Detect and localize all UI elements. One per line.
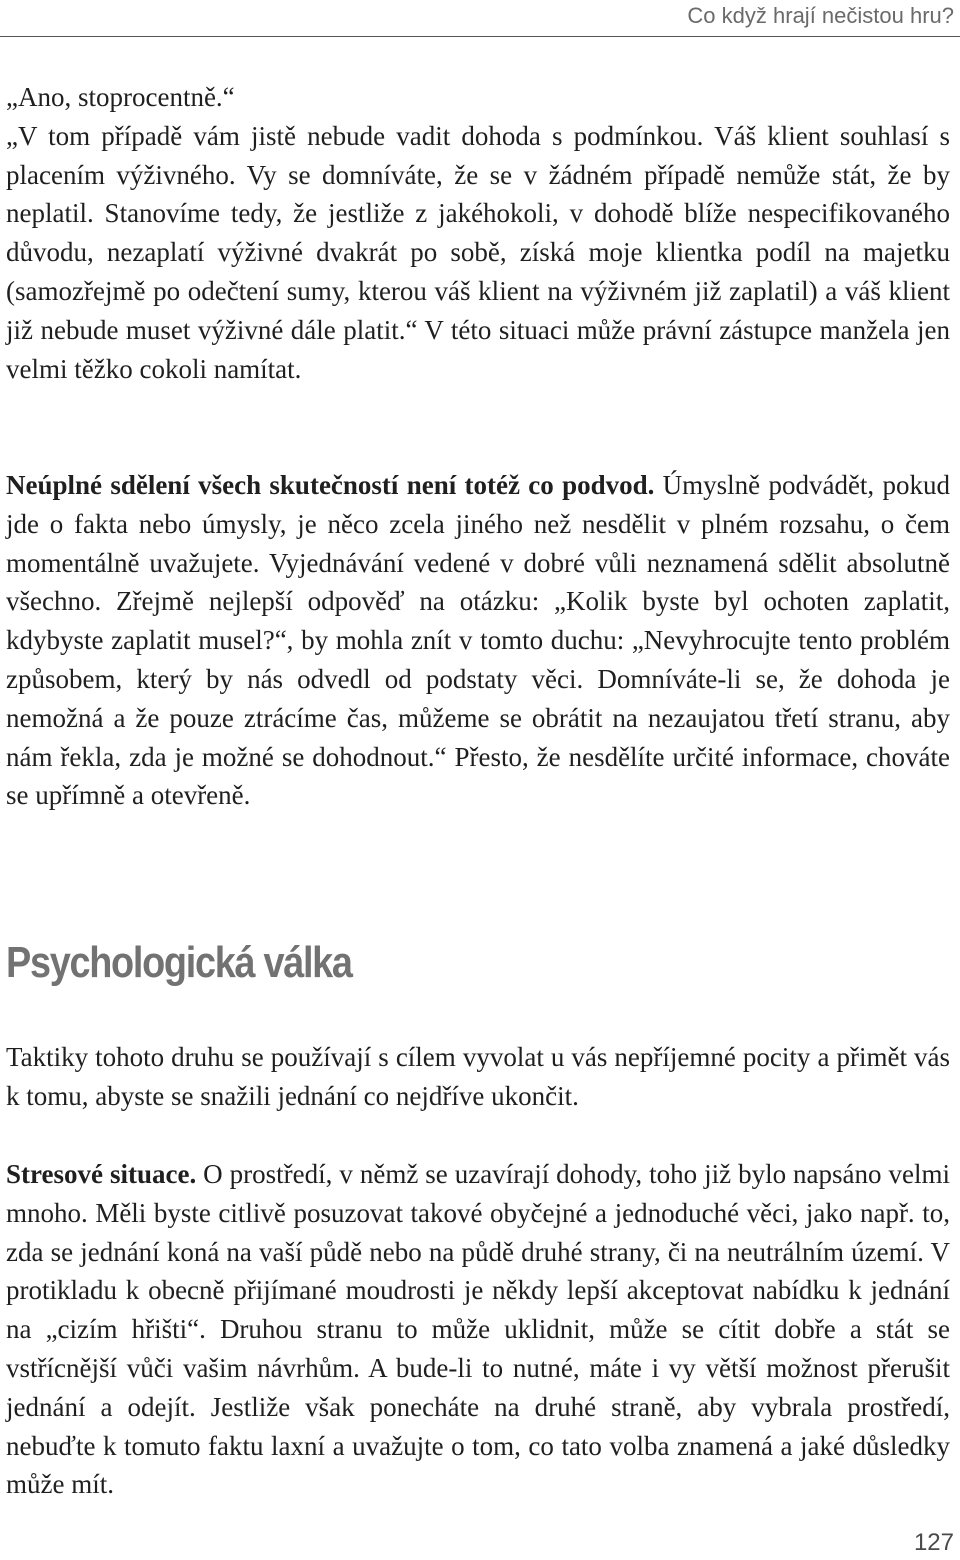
intro-text: Taktiky tohoto druhu se používají s cílem vyvolat u vás nepříjemné pocity a přimět vás k tomu, abyste se snažili jednání co nejdříve ukončit.: [6, 1042, 950, 1111]
intro-paragraph: [6, 1038, 950, 1116]
disclosure-lead: Neúplné sdělení všech skutečností není totéž co podvod.: [6, 470, 655, 500]
disclosure-text: Úmyslně podvádět, pokud jde o fakta nebo úmysly, je něco zcela jiného než nesdělit v plném rozsahu, o čem momentálně uvažujete. Vyjednávání vedené v dobré vůli neznamená sdělit absolutně všechno. Zřejmě nejlepší odpověď na otázku: „Kolik byste byl ochoten zaplatit, kdybyste zaplatit musel?“, by mohla znít v tomto duchu: „Nevyhrocujte tento problém způsobem, který by nás odvedl od podstaty věci. Domníváte-li se, že dohoda je nemožná a že pouze ztrácíme čas, můžeme se obrátit na nezaujatou třetí stranu, aby nám řekla, zda je možné se dohodnout.“ Přesto, že nesdělíte určité informace, chováte se upřímně a otevřeně.: [6, 470, 950, 811]
stress-paragraph: [6, 1155, 950, 1504]
stress-body: [6, 1155, 950, 1504]
disclosure-paragraph: [6, 466, 950, 815]
dialogue-continuation: „V tom případě vám jistě nebude vadit dohoda s podmínkou. Váš klient souhlasí s placením výživného. Vy se domníváte, že se v žádném případě nemůže stát, že by neplatil. Stanovíme tedy, že jestliže z jakéhokoli, v dohodě blíže nespecifikovaného důvodu, nezaplatí výživné dvakrát po sobě, získá moje klientka podíl na majetku (samozřejmě po odečtení sumy, kterou váš klient na výživném již zaplatil) a váš klient již nebude muset výživné dále platit.“ V této situaci může právní zástupce manžela jen velmi těžko cokoli namítat.: [6, 120, 950, 384]
disclosure-body: [6, 466, 950, 815]
dialogue-line: „Ano, stoprocentně.“: [6, 82, 235, 112]
running-header: Co když hrají nečistou hru?: [687, 3, 954, 28]
stress-text: O prostředí, v němž se uzavírají dohody, toho již bylo napsáno velmi mnoho. Měli byste citlivě posuzovat takové obyčejné a jednoduché věci, jako např. to, zda se jednání koná na vaší půdě nebo na půdě druhé strany, či na neutrálním území. V protikladu k obecně přijímané moudrosti je někdy lepší akceptovat nabídku k jednání na „cizím hřišti“. Druhou stranu to může uklidnit, může se cítit dobře a stát se vstřícnější vůči vašim návrhům. A bude-li to nutné, máte i vy větší možnost přerušit jednání a odejít. Jestliže však ponecháte na druhé straně, aby vybrala prostředí, nebuďte k tomuto faktu laxní a uvažujte o tom, co tato volba znamená a jaké důsledky může mít.: [6, 1159, 950, 1500]
page-number: 127: [913, 1529, 954, 1556]
dialogue-paragraph: [6, 78, 950, 388]
header-divider: [0, 36, 960, 37]
section-heading: Psychologická válka: [6, 938, 352, 987]
stress-lead: Stresové situace.: [6, 1159, 197, 1189]
